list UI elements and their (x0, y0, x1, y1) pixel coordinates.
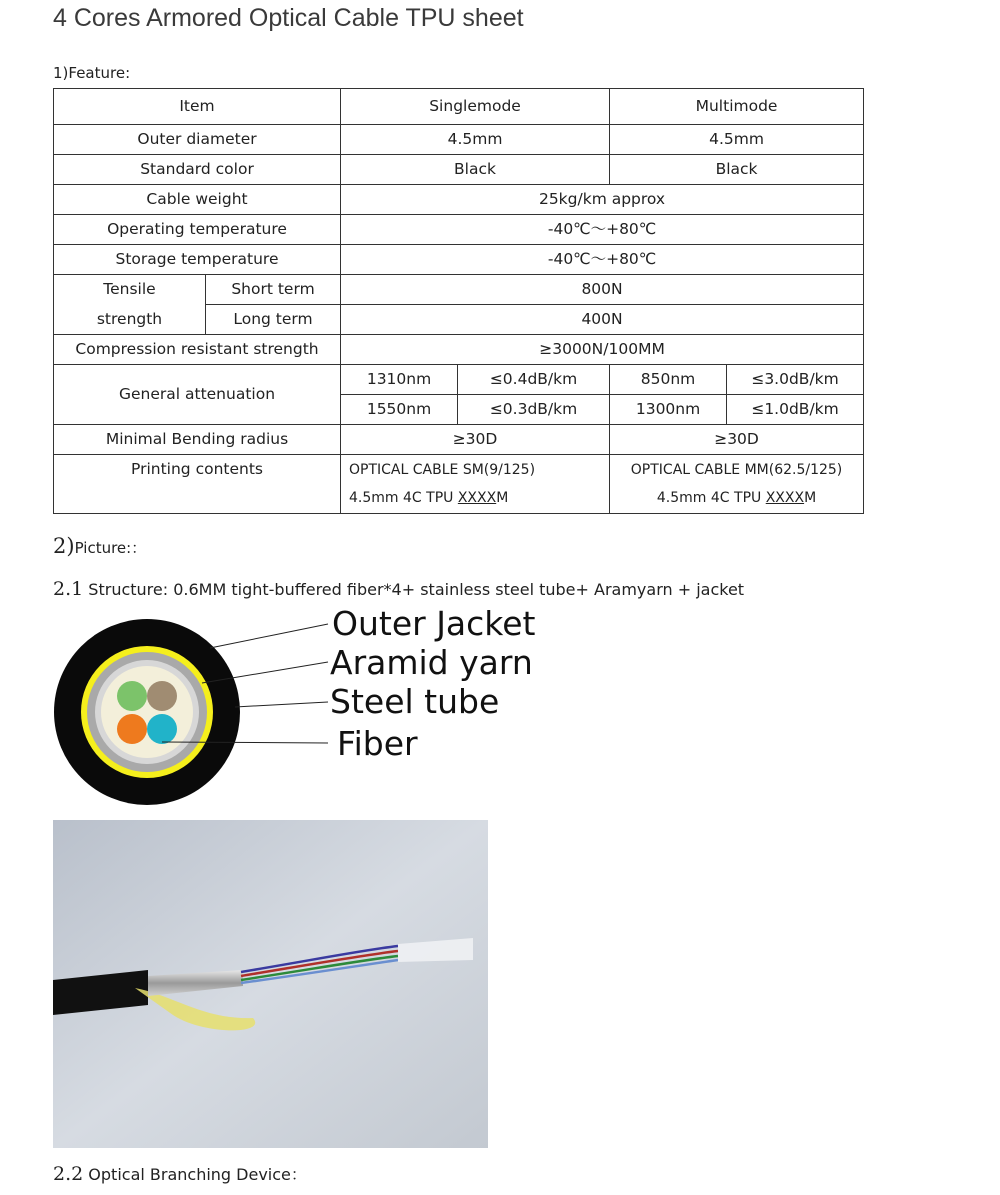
fiber-blue (147, 714, 177, 744)
att-value: ≤0.4dB/km (458, 365, 610, 395)
row-label: Operating temperature (54, 215, 341, 245)
cell-mm: ≥30D (610, 425, 864, 455)
table-row-tensile-short (54, 275, 864, 305)
att-value: ≤3.0dB/km (727, 365, 864, 395)
section-text: Picture:： (74, 539, 147, 557)
att-value: ≤1.0dB/km (727, 395, 864, 425)
table-row-storage-temp (54, 245, 864, 275)
table-row-standard-color (54, 155, 864, 185)
label-fiber: Fiber (337, 724, 418, 763)
page-title: 4 Cores Armored Optical Cable TPU sheet (53, 4, 524, 32)
tensile-long-label: Long term (206, 305, 341, 335)
att-value: ≤0.3dB/km (458, 395, 610, 425)
tensile-long-value: 400N (341, 305, 864, 335)
print-sm-line2 (345, 484, 605, 512)
print-mm-line1: OPTICAL CABLE MM(62.5/125) (630, 462, 843, 478)
row-label: General attenuation (54, 365, 341, 425)
print-mm-line2 (614, 484, 859, 512)
cell-sm: 4.5mm (341, 125, 610, 155)
tensile-label-bottom: strength (54, 305, 206, 335)
header-multimode: Multimode (610, 89, 864, 125)
table-row-printing (54, 455, 864, 514)
row-label: Storage temperature (54, 245, 341, 275)
cable-photo (53, 820, 488, 1148)
att-wavelength: 1310nm (341, 365, 458, 395)
att-wavelength: 850nm (610, 365, 727, 395)
table-row-cable-weight (54, 185, 864, 215)
branching-heading (53, 1162, 307, 1185)
row-label: Standard color (54, 155, 341, 185)
table-row-attenuation-1 (54, 365, 864, 395)
feature-table (53, 88, 864, 514)
tensile-label-top: Tensile (54, 275, 206, 305)
cable-structure-diagram (50, 600, 610, 810)
section-number: 2) (53, 534, 75, 558)
cell-sm (341, 455, 610, 514)
cell-value: -40℃～+80℃ (341, 245, 864, 275)
cable-cross-section (54, 619, 240, 805)
row-label: Cable weight (54, 185, 341, 215)
label-aramid-yarn: Aramid yarn (330, 643, 533, 682)
print-suffix: M (496, 490, 509, 506)
row-label: Outer diameter (54, 125, 341, 155)
label-steel-tube: Steel tube (330, 682, 500, 721)
picture-heading (53, 534, 146, 558)
feature-heading: 1)Feature: (53, 64, 131, 82)
att-wavelength: 1300nm (610, 395, 727, 425)
print-sm-line1: OPTICAL CABLE SM(9/125) (349, 462, 536, 478)
att-wavelength: 1550nm (341, 395, 458, 425)
header-item: Item (54, 89, 341, 125)
row-label: Compression resistant strength (54, 335, 341, 365)
cell-mm: Black (610, 155, 864, 185)
table-row-operating-temp (54, 215, 864, 245)
cell-sm: ≥30D (341, 425, 610, 455)
cell-mm (610, 455, 864, 514)
fiber-orange (117, 714, 147, 744)
print-prefix: 4.5mm 4C TPU (656, 490, 766, 506)
print-placeholder: XXXX (765, 490, 805, 506)
table-row-outer-diameter (54, 125, 864, 155)
print-suffix: M (804, 490, 817, 506)
table-row-bending (54, 425, 864, 455)
cell-value: 25kg/km approx (341, 185, 864, 215)
row-label: Minimal Bending radius (54, 425, 341, 455)
section-text: Optical Branching Device： (83, 1165, 307, 1184)
cell-value: -40℃～+80℃ (341, 215, 864, 245)
row-label: Printing contents (54, 455, 341, 514)
print-prefix: 4.5mm 4C TPU (349, 490, 458, 506)
structure-heading (53, 578, 744, 600)
cell-mm: 4.5mm (610, 125, 864, 155)
fiber-green (117, 681, 147, 711)
tensile-short-value: 800N (341, 275, 864, 305)
table-row-tensile-long (54, 305, 864, 335)
fiber-brown (147, 681, 177, 711)
table-row-compression (54, 335, 864, 365)
section-text: Structure: 0.6MM tight-buffered fiber*4+ stainless steel tube+ Aramyarn + jacket (83, 580, 745, 599)
cell-sm: Black (341, 155, 610, 185)
core-filler (101, 666, 193, 758)
tensile-short-label: Short term (206, 275, 341, 305)
print-placeholder: XXXX (457, 490, 497, 506)
section-number: 2.2 (53, 1163, 84, 1185)
table-row-header (54, 89, 864, 125)
header-singlemode: Singlemode (341, 89, 610, 125)
label-outer-jacket: Outer Jacket (332, 604, 536, 643)
cell-value: ≥3000N/100MM (341, 335, 864, 365)
section-number: 2.1 (53, 578, 84, 600)
diagram-labels (330, 604, 536, 763)
